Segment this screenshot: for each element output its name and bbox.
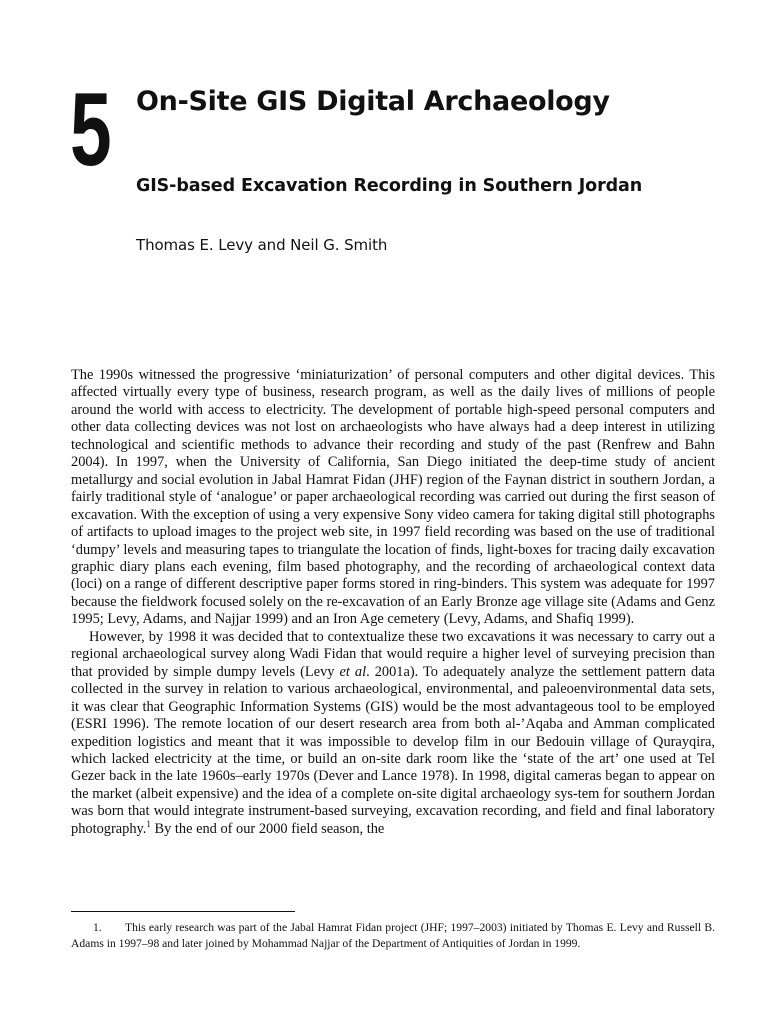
paragraph-2-text-a: However, by 1998 it was decided that to contextualize these two excavations it was necessary to carry out a regional archaeological survey along Wadi Fidan that would require a higher level of surveying precision than that provided by simple dumpy levels (Levy — [71, 628, 715, 680]
paragraph-2-italic: et al — [339, 663, 367, 680]
paragraph-1: The 1990s witnessed the progressive ‘miniaturization’ of personal computers and other digital devices. This affected virtually every type of business, research program, as well as the daily lives of millions of people around the world with access to electricity. The development of portable high-speed personal computers and other data collecting devices was not lost on archaeologists who have always had a deep interest in utilizing technological and scientific methods to advance their recording and study of the past (Renfrew and Bahn 2004). In 1997, when the University of California, San Diego initiated the deep-time study of ancient metallurgy and social evolution in Jabal Hamrat Fidan (JHF) region of the Faynan district in southern Jordan, a fairly traditional style of ‘analogue’ or paper archaeological recording was carried out during the first season of excavation. With the exception of using a very expensive Sony video camera for taking digital still photographs of artifacts to upload images to the project web site, in 1997 field recording was based on the use of traditional ‘dumpy’ levels and measuring tapes to triangulate the location of finds, light-boxes for tracing daily excavation graphic diary plans each evening, film based photography, and the recording of archaeological context data (loci) on a range of different descriptive paper forms stored in ring-binders. This system was adequate for 1997 because the fieldwork focused solely on the re-excavation of an Early Bronze age village site (Adams and Genz 1995; Levy, Adams, and Najjar 1999) and an Iron Age cemetery (Levy, Adams, and Shafiq 1999). — [71, 367, 715, 628]
paragraph-2-text-b: . 2001a). To adequately analyze the settlement pattern data collected in the survey in relation to various archaeological, environmental, and paleoenvironmental data sets, it was clear that Geographic Information Systems (GIS) would be the most advantageous tool to be employed (ESRI 1996). The remote location of our desert research area from both al-’Aqaba and Amman complicated expedition logistics and meant that it was impossible to develop film in our Bedouin village of Qurayqira, which lacked electricity at the time, or build an on-site dark room like the ‘state of the art’ one used at Tel Gezer back in the late 1960s–early 1970s (Dever and Lance 1978). In 1998, digital cameras began to appear on the market (albeit expensive) and the idea of a complete on-site digital archaeology sys-tem for southern Jordan was born that would integrate instrument-based surveying, excavation recording, and field and final laboratory photography. — [71, 663, 715, 837]
footnote-text: This early research was part of the Jabal Hamrat Fidan project (JHF; 1997–2003) initiated by Thomas E. Levy and Russell B. Adams in 1997–98 and later joined by Mohammad Najjar of the Department of Antiquities of Jordan in 1999. — [71, 921, 715, 950]
paragraph-2 — [71, 629, 715, 838]
footnote-rule — [71, 911, 295, 912]
footnote-reference[interactable]: 1 — [146, 818, 151, 829]
body-text — [71, 367, 715, 838]
footnote — [71, 920, 715, 952]
chapter-subtitle: GIS-based Excavation Recording in Southern Jordan — [136, 176, 643, 196]
chapter-title: On-Site GIS Digital Archaeology — [136, 86, 610, 117]
paragraph-2-text-c: By the end of our 2000 field season, the — [150, 820, 385, 837]
chapter-authors: Thomas E. Levy and Neil G. Smith — [136, 236, 388, 254]
footnote-number: 1. — [93, 921, 102, 934]
chapter-number: 5 — [70, 72, 111, 188]
